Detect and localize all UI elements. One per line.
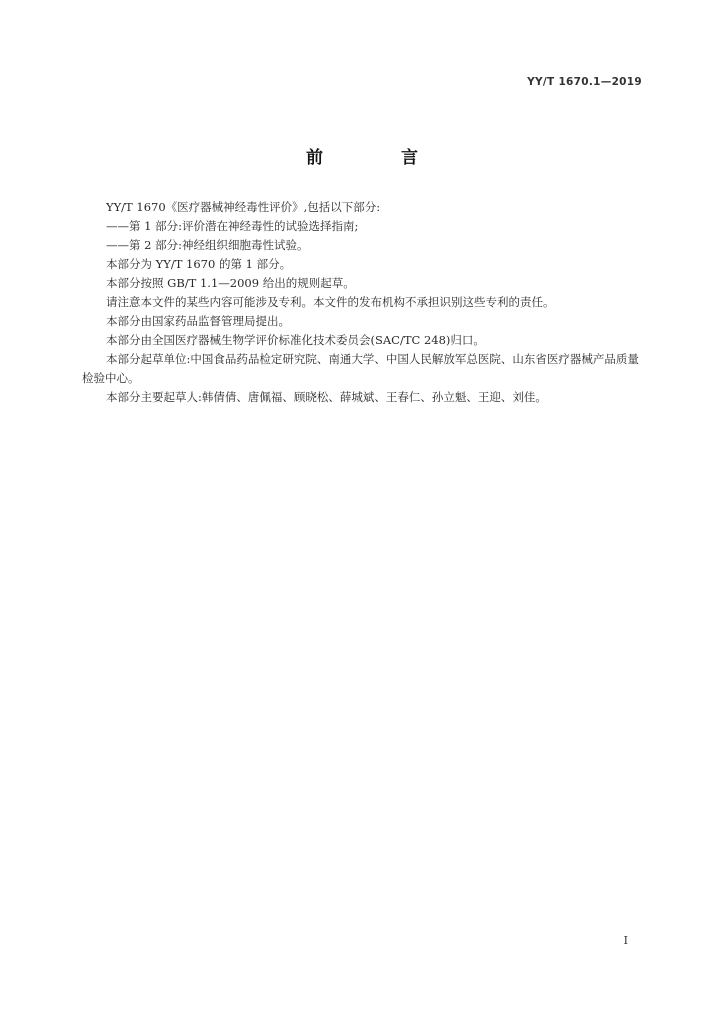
page-number: I	[623, 934, 628, 947]
paragraph-proposer: 本部分由国家药品监督管理局提出。	[106, 314, 290, 328]
paragraph-drafting-units: 本部分起草单位:中国食品药品检定研究院、南通大学、中国人民解放军总医院、山东省医疗器械产品质量检验中心。	[82, 352, 639, 385]
paragraph-intro: YY/T 1670《医疗器械神经毒性评价》,包括以下部分:	[106, 200, 381, 214]
foreword-body	[82, 198, 642, 407]
paragraph-part-2: ——第 2 部分:神经组织细胞毒性试验。	[106, 238, 309, 252]
standard-code: YY/T 1670.1—2019	[527, 76, 642, 88]
paragraph-drafting-rules: 本部分按照 GB/T 1.1—2009 给出的规则起草。	[106, 276, 355, 290]
page-title: 前 言	[306, 148, 454, 168]
paragraph-patent-notice: 请注意本文件的某些内容可能涉及专利。本文件的发布机构不承担识别这些专利的责任。	[106, 295, 555, 309]
paragraph-scope: 本部分为 YY/T 1670 的第 1 部分。	[106, 257, 292, 271]
paragraph-part-1: ——第 1 部分:评价潜在神经毒性的试验选择指南;	[106, 219, 359, 233]
paragraph-drafters: 本部分主要起草人:韩倩倩、唐佩福、顾晓松、薛城斌、王春仁、孙立魁、王迎、刘佳。	[106, 390, 547, 404]
paragraph-committee: 本部分由全国医疗器械生物学评价标准化技术委员会(SAC/TC 248)归口。	[106, 333, 485, 347]
